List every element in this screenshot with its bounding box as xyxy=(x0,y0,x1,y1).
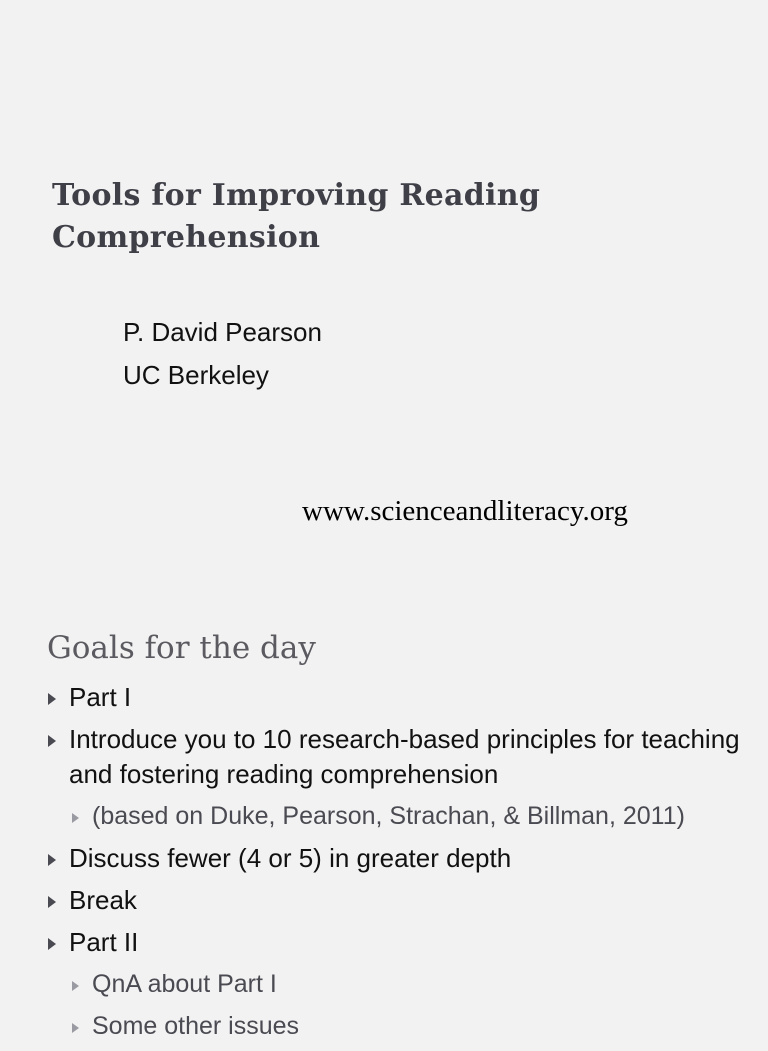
sub-bullet-text: Some other issues xyxy=(92,1012,300,1040)
author-affiliation: UC Berkeley xyxy=(123,360,269,390)
bullet-arrow-icon xyxy=(48,735,56,747)
bullet-text: Introduce you to 10 research-based principles for teaching and fostering reading comprehension xyxy=(69,724,740,789)
slide-title-line-2: Comprehension xyxy=(52,220,321,255)
bullet-text: Discuss fewer (4 or 5) in greater depth xyxy=(69,843,512,873)
slide-title xyxy=(52,175,712,259)
bullet-item xyxy=(0,925,768,960)
bullet-text: Part II xyxy=(69,927,139,957)
bullet-arrow-icon xyxy=(48,896,56,908)
sub-bullet-arrow-icon xyxy=(72,1023,79,1033)
sub-bullet-item xyxy=(0,1009,768,1044)
sub-bullet-text: QnA about Part I xyxy=(92,970,277,998)
sub-bullet-item xyxy=(0,799,768,834)
website-url: www.scienceandliteracy.org xyxy=(302,495,628,527)
bullet-item xyxy=(0,722,768,792)
author-block xyxy=(123,311,322,397)
goals-bullet-list xyxy=(0,680,768,1051)
sub-bullet-arrow-icon xyxy=(72,981,79,991)
slide-title-line-1: Tools for Improving Reading xyxy=(52,178,541,213)
bullet-text: Break xyxy=(69,885,137,915)
bullet-item xyxy=(0,883,768,918)
sub-bullet-text: (based on Duke, Pearson, Strachan, & Billman, 2011) xyxy=(92,802,685,830)
bullet-arrow-icon xyxy=(48,938,56,950)
goals-heading: Goals for the day xyxy=(47,630,316,666)
bullet-item xyxy=(0,841,768,876)
author-name: P. David Pearson xyxy=(123,317,322,347)
bullet-item xyxy=(0,680,768,715)
sub-bullet-item xyxy=(0,967,768,1002)
sub-bullet-arrow-icon xyxy=(72,813,79,823)
bullet-text: Part I xyxy=(69,682,132,712)
bullet-arrow-icon xyxy=(48,693,56,705)
bullet-arrow-icon xyxy=(48,854,56,866)
